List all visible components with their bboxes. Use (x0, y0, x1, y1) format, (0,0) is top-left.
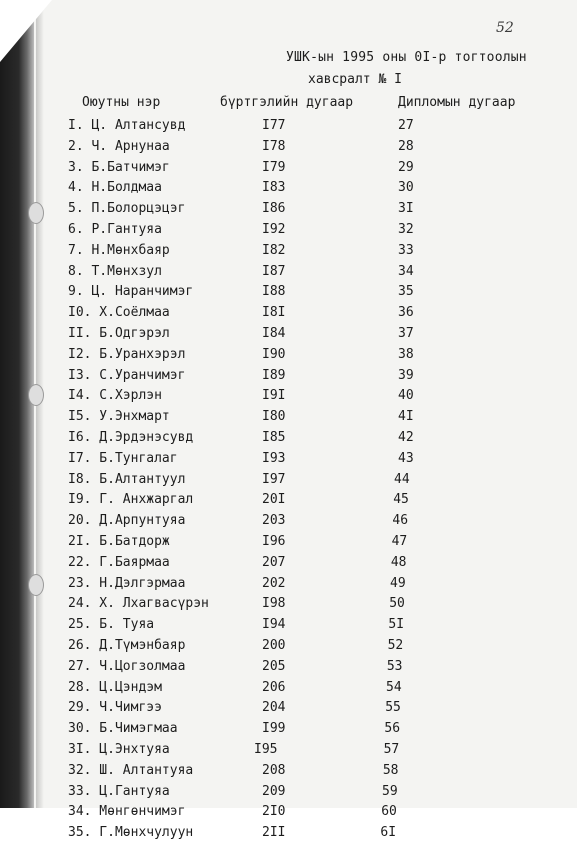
registration-number: I86 (262, 201, 286, 217)
table-row (0, 284, 577, 307)
student-name: 25. Б. Туяа (68, 617, 155, 633)
table-row (0, 492, 577, 515)
table-row (0, 160, 577, 183)
table-row (0, 825, 577, 848)
registration-number: I95 (254, 742, 278, 757)
registration-number: 206 (262, 679, 286, 695)
registration-number: I87 (262, 263, 286, 279)
registration-number: I80 (262, 409, 286, 425)
registration-number: I94 (262, 617, 286, 633)
student-name: I7. Б.Тунгалаг (68, 450, 178, 466)
table-row (0, 451, 577, 474)
table-row (0, 742, 577, 765)
diploma-number: 38 (398, 346, 414, 362)
student-name: I. Ц. Алтансувд (68, 118, 186, 133)
table-row (0, 555, 577, 578)
table-row (0, 118, 577, 141)
table-row (0, 700, 577, 723)
registration-number: I83 (262, 180, 286, 196)
student-name: 9. Ц. Наранчимэг (68, 284, 194, 300)
registration-number: I85 (262, 430, 286, 445)
registration-number: 207 (262, 554, 286, 570)
diploma-number: 58 (382, 762, 399, 778)
table-row (0, 680, 577, 703)
student-name: 8. Т.Мөнхзул (68, 263, 162, 279)
document-subtitle: хавсралт № I (308, 72, 402, 87)
table-row (0, 326, 577, 349)
student-name: 35. Г.Мөнхчулуун (68, 825, 194, 841)
diploma-number: 3I (398, 201, 414, 217)
diploma-number: 49 (390, 575, 406, 591)
diploma-number: 52 (387, 638, 404, 653)
table-row (0, 513, 577, 536)
registration-number: I89 (262, 367, 286, 383)
diploma-number: 44 (394, 471, 410, 487)
registration-number: I93 (262, 450, 286, 466)
registration-number: 204 (262, 700, 286, 716)
registration-number: I90 (262, 346, 286, 362)
registration-number: I79 (262, 159, 286, 175)
table-row (0, 763, 577, 786)
student-name: I3. С.Уранчимэг (68, 367, 186, 383)
student-name: 3I. Ц.Энхтуяа (68, 742, 170, 757)
diploma-number: 55 (385, 700, 401, 716)
diploma-number: 30 (398, 180, 414, 196)
diploma-number: 37 (398, 326, 414, 341)
table-row (0, 347, 577, 370)
student-name: I0. Х.Соёлмаа (68, 305, 170, 321)
student-name: 26. Д.Түмэнбаяр (68, 638, 186, 653)
diploma-number: 40 (398, 388, 414, 404)
student-name: 22. Г.Баярмаа (68, 554, 170, 570)
student-name: 28. Ц.Цэндэм (68, 679, 162, 695)
registration-number: 200 (262, 638, 286, 653)
diploma-number: 4I (398, 409, 414, 425)
header-student-name: Оюутны нэр (82, 95, 161, 110)
student-name: 34. Мөнгөнчимэг (68, 804, 186, 820)
registration-number: I97 (262, 471, 286, 487)
diploma-number: 60 (381, 804, 397, 820)
registration-number: 209 (262, 783, 286, 799)
table-row (0, 617, 577, 640)
registration-number: I92 (262, 222, 286, 237)
diploma-number: 39 (398, 367, 414, 383)
folded-corner (0, 0, 52, 62)
diploma-number: 54 (386, 679, 402, 695)
registration-number: I82 (262, 242, 286, 258)
table-row (0, 409, 577, 432)
student-name: II. Б.Одгэрэл (68, 326, 170, 341)
registration-number: I96 (262, 534, 286, 549)
diploma-number: 32 (398, 222, 414, 237)
diploma-number: 53 (386, 658, 403, 674)
table-row (0, 638, 577, 661)
student-name: I4. С.Хэрлэн (68, 388, 162, 404)
diploma-number: 35 (398, 284, 414, 300)
table-row (0, 264, 577, 287)
diploma-number: 34 (398, 263, 414, 279)
table-row (0, 659, 577, 682)
registration-number: 208 (262, 762, 286, 778)
registration-number: I77 (262, 118, 286, 133)
diploma-number: 5I (388, 617, 405, 633)
table-row (0, 243, 577, 266)
table-row (0, 576, 577, 599)
student-name: 6. Р.Гантуяа (68, 222, 162, 237)
diploma-number: 42 (398, 430, 414, 445)
table-row (0, 368, 577, 391)
diploma-number: 29 (398, 159, 414, 175)
table-row (0, 472, 577, 495)
student-name: 3. Б.Батчимэг (68, 159, 170, 175)
diploma-number: 28 (398, 138, 414, 154)
registration-number: 20I (262, 492, 286, 508)
header-registration-number: бүртгэлийн дугаар (220, 95, 354, 110)
registration-number: I9I (262, 388, 286, 404)
diploma-number: 6I (380, 825, 397, 841)
student-name: 24. Х. Лхагвасүрэн (68, 596, 209, 612)
registration-number: I8I (262, 305, 286, 321)
student-name: I5. У.Энхмарт (68, 409, 170, 425)
diploma-number: 45 (393, 492, 409, 508)
table-row (0, 180, 577, 203)
diploma-number: 47 (391, 534, 408, 549)
student-name: 33. Ц.Гантуяа (68, 783, 170, 799)
document-title: УШК-ын 1995 оны 0I-р тогтоолын (286, 50, 527, 65)
diploma-number: 50 (389, 596, 405, 612)
student-name: I2. Б.Уранхэрэл (68, 346, 186, 362)
registration-number: 2I0 (262, 804, 286, 820)
student-name: 29. Ч.Чимгээ (68, 700, 162, 716)
student-name: 7. Н.Мөнхбаяр (68, 242, 170, 258)
table-row (0, 305, 577, 328)
table-row (0, 222, 577, 245)
diploma-number: 43 (398, 450, 414, 466)
table-row (0, 430, 577, 453)
table-row (0, 721, 577, 744)
student-name: 27. Ч.Цогзолмаа (68, 658, 186, 674)
diploma-number: 46 (392, 513, 409, 529)
diploma-number: 48 (390, 554, 407, 570)
table-row (0, 139, 577, 162)
table-row (0, 201, 577, 224)
registration-number: I78 (262, 138, 286, 154)
page-number: 52 (496, 20, 514, 36)
table-row (0, 388, 577, 411)
student-name: 20. Д.Арпунтуяа (68, 513, 186, 529)
student-name: 4. Н.Болдмаа (68, 180, 162, 196)
diploma-number: 33 (398, 242, 414, 258)
student-name: I8. Б.Алтантуул (68, 471, 186, 487)
diploma-number: 27 (398, 118, 414, 133)
student-name: 32. Ш. Алтантуяа (68, 762, 194, 778)
registration-number: 202 (262, 575, 286, 591)
registration-number: 205 (262, 658, 286, 674)
student-name: 30. Б.Чимэгмаа (68, 721, 178, 737)
student-name: 2. Ч. Арнунаа (68, 138, 170, 154)
table-row (0, 596, 577, 619)
student-name: 2I. Б.Батдорж (68, 534, 170, 549)
table-row (0, 784, 577, 807)
registration-number: I84 (262, 326, 286, 341)
student-name: 23. Н.Дэлгэрмаа (68, 575, 186, 591)
student-name: 5. П.Болорцэцэг (68, 201, 186, 217)
diploma-number: 36 (398, 305, 414, 321)
diploma-number: 59 (382, 783, 398, 799)
diploma-number: 57 (383, 742, 400, 757)
registration-number: 203 (262, 513, 286, 529)
registration-number: 2II (262, 825, 286, 841)
registration-number: I98 (262, 596, 286, 612)
table-row (0, 534, 577, 557)
registration-number: I88 (262, 284, 286, 300)
student-name: I9. Г. Анхжаргал (68, 492, 194, 508)
registration-number: I99 (262, 721, 286, 737)
student-name: I6. Д.Эрдэнэсувд (68, 430, 194, 445)
header-diploma-number: Дипломын дугаар (398, 95, 516, 110)
diploma-number: 56 (384, 721, 401, 737)
